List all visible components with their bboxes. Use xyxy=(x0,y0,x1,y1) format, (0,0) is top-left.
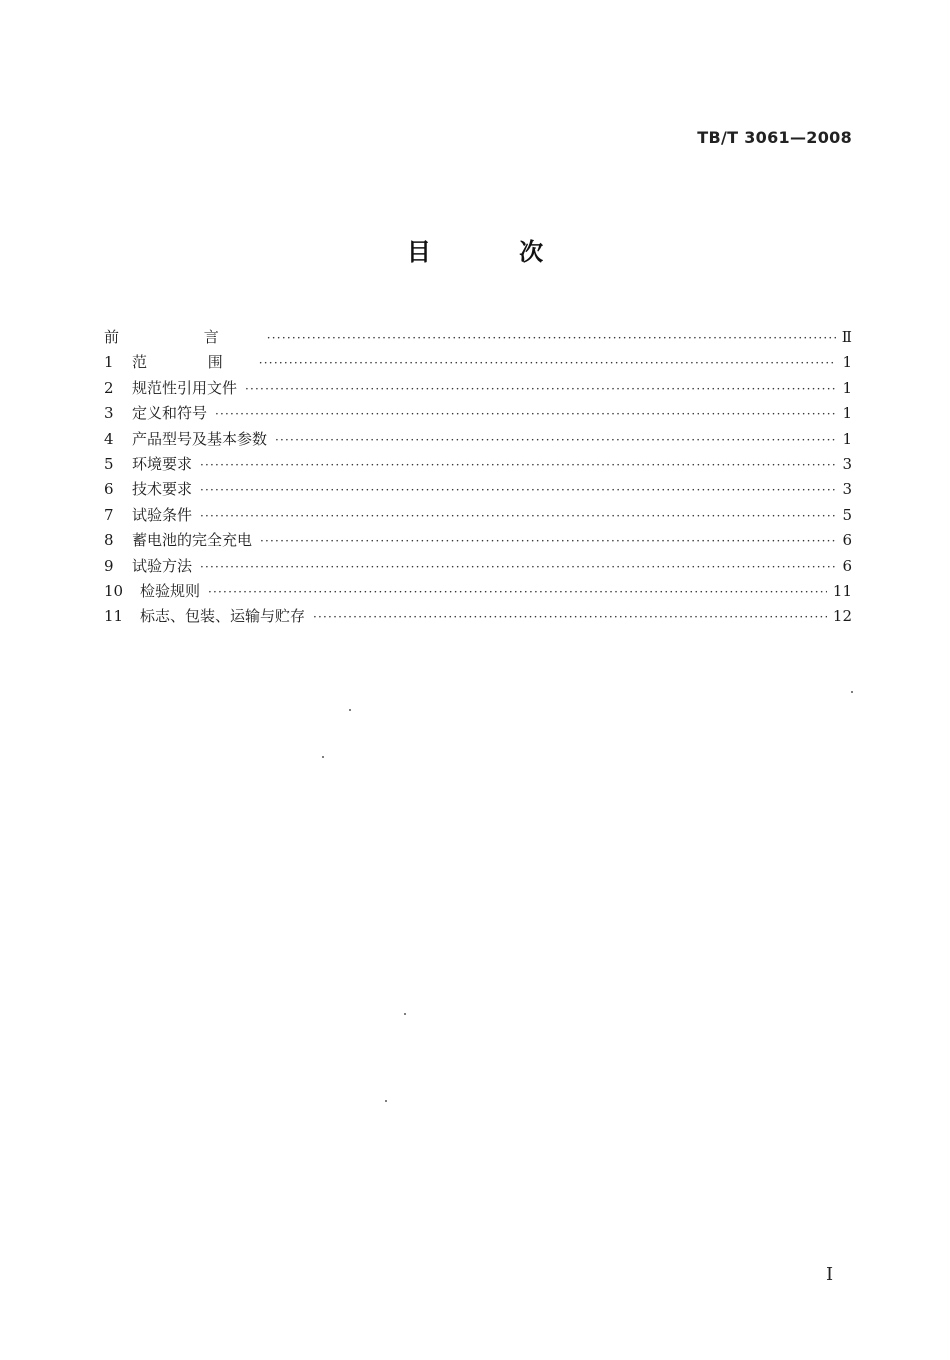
scan-speck xyxy=(851,691,853,693)
toc-number: 11 xyxy=(104,607,124,626)
toc-label: 检验规则 xyxy=(140,581,201,600)
toc-page: 6 xyxy=(842,556,852,575)
toc-number: 3 xyxy=(104,404,114,423)
toc-page: 1 xyxy=(842,429,852,448)
toc-number: 2 xyxy=(104,378,114,397)
toc-page: 12 xyxy=(832,607,852,626)
toc-number: 6 xyxy=(104,480,114,499)
toc-page: 11 xyxy=(832,581,852,600)
toc-page: 1 xyxy=(842,353,852,372)
toc-entry-3[interactable] xyxy=(104,401,852,426)
toc-page: 1 xyxy=(842,404,852,423)
toc-leader xyxy=(275,428,836,453)
scan-speck xyxy=(404,1013,406,1015)
toc-leader xyxy=(260,529,836,554)
scan-speck xyxy=(385,1100,387,1102)
toc-entry-2[interactable] xyxy=(104,376,852,401)
toc-entry-foreword[interactable] xyxy=(104,325,852,350)
toc-number: 7 xyxy=(104,505,114,524)
toc-label: 定义和符号 xyxy=(132,404,208,423)
toc-number: 8 xyxy=(104,531,114,550)
toc-label: 环境要求 xyxy=(132,454,193,473)
scan-speck xyxy=(322,756,324,758)
toc-number: 9 xyxy=(104,556,114,575)
toc-label: 规范性引用文件 xyxy=(132,378,238,397)
toc-label: 产品型号及基本参数 xyxy=(132,429,268,448)
toc-entry-9[interactable] xyxy=(104,554,852,579)
toc-leader xyxy=(215,402,836,427)
toc-label: 技术要求 xyxy=(132,480,193,499)
toc-leader xyxy=(200,478,836,503)
toc-number: 5 xyxy=(104,454,114,473)
page-title: 目 次 xyxy=(406,238,584,266)
toc-page: 6 xyxy=(842,531,852,550)
toc-page: 1 xyxy=(842,378,852,397)
toc-entry-6[interactable] xyxy=(104,477,852,502)
toc-number: 10 xyxy=(104,581,124,600)
toc-page: 5 xyxy=(842,505,852,524)
toc-entry-7[interactable] xyxy=(104,503,852,528)
toc-leader xyxy=(200,504,836,529)
standard-number: TB/T 3061—2008 xyxy=(697,128,852,147)
toc-entry-10[interactable] xyxy=(104,579,852,604)
table-of-contents xyxy=(104,325,852,630)
toc-entry-4[interactable] xyxy=(104,427,852,452)
toc-entry-11[interactable] xyxy=(104,604,852,629)
toc-entry-5[interactable] xyxy=(104,452,852,477)
toc-leader xyxy=(313,605,827,630)
toc-label: 试验条件 xyxy=(132,505,193,524)
toc-label: 标志、包装、运输与贮存 xyxy=(140,607,306,626)
page-number: Ⅰ xyxy=(826,1264,834,1285)
toc-leader xyxy=(267,326,836,351)
toc-leader xyxy=(245,377,836,402)
toc-number: 4 xyxy=(104,429,114,448)
toc-label: 蓄电池的完全充电 xyxy=(132,531,253,550)
toc-leader xyxy=(259,351,836,376)
toc-leader xyxy=(200,453,836,478)
toc-label: 试验方法 xyxy=(132,556,193,575)
toc-number: 1 xyxy=(104,353,114,372)
toc-leader xyxy=(200,555,836,580)
toc-leader xyxy=(208,580,827,605)
toc-page: Ⅱ xyxy=(841,328,852,346)
scan-speck xyxy=(349,709,351,711)
toc-entry-1[interactable] xyxy=(104,350,852,375)
toc-page: 3 xyxy=(842,480,852,499)
toc-label: 前 言 xyxy=(104,328,259,346)
toc-page: 3 xyxy=(842,454,852,473)
toc-label: 范 围 xyxy=(132,353,251,372)
toc-entry-8[interactable] xyxy=(104,528,852,553)
